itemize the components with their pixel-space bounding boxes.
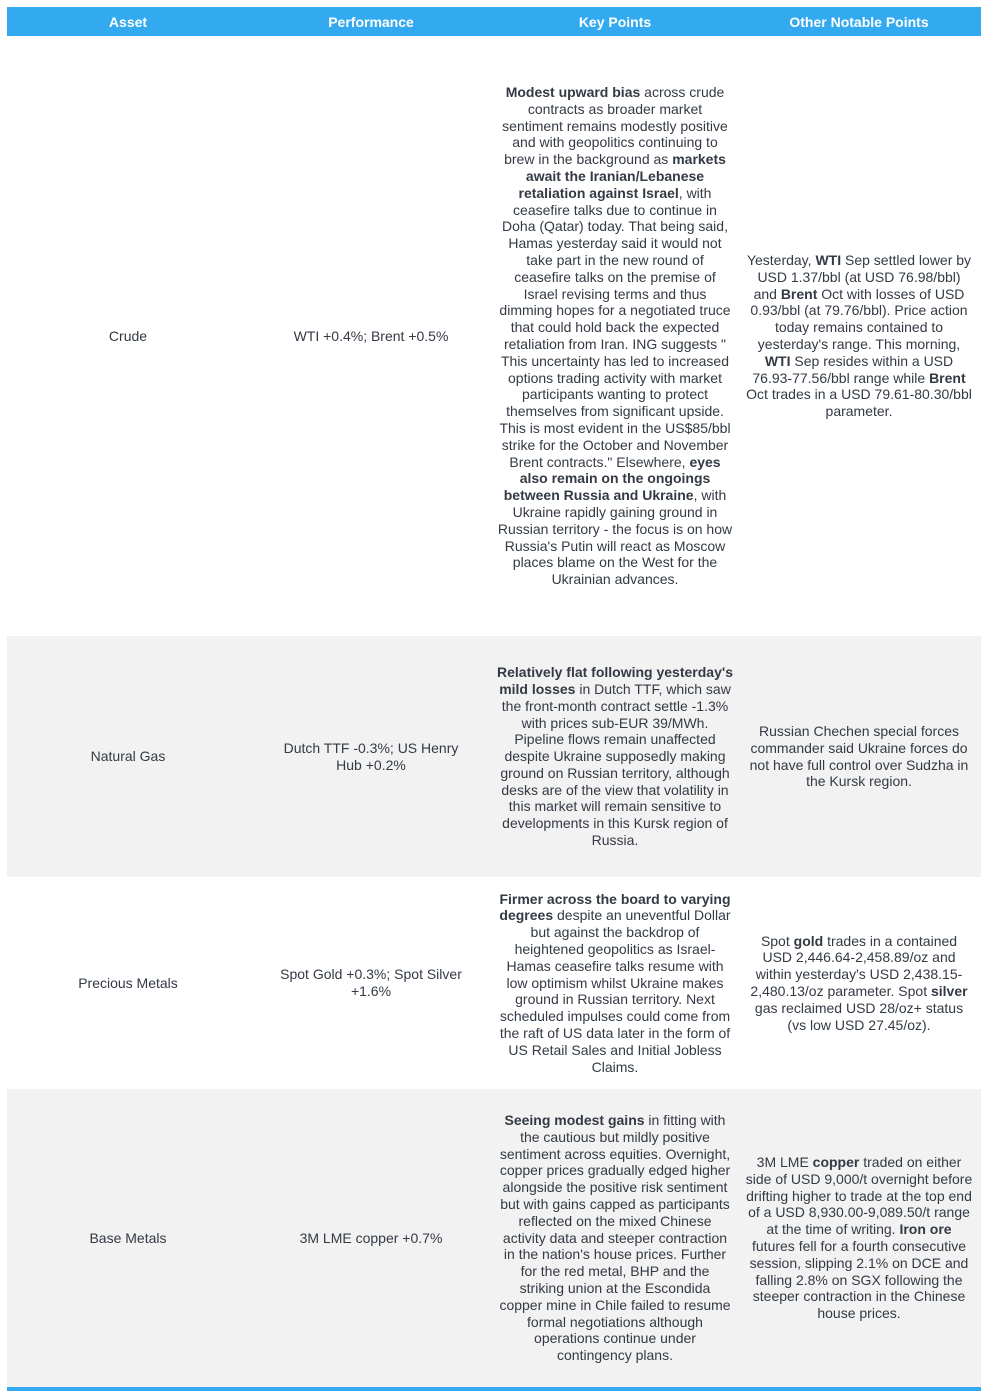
commodities-table [7,7,981,1391]
bold-text-segment: Brent [929,369,966,386]
asset-cell: Base Metals [89,1229,167,1246]
text-segment: gas reclaimed USD 28/oz+ status (vs low USD 27.45/oz). [754,999,964,1033]
asset-cell: Crude [108,327,148,344]
text-segment: across crude contracts as broader market sentiment remains modestly positive and with geopolitics continuing to brew in the background as [502,84,728,168]
table-row-base-metals [7,1089,981,1387]
asset-cell: Precious Metals [78,974,178,991]
text-segment: Spot [760,932,794,949]
bold-text-segment: eyes also remain on the ongoings between Russia and Ukraine [503,453,721,504]
text-segment: Oct trades in a USD 79.61-80.30/bbl parameter. [746,386,972,420]
text-segment: Russian Chechen special forces commander said Ukraine forces do not have full control over Sudzha in the Kursk region. [749,722,969,790]
table-row-crude [7,36,981,636]
bold-text-segment: Seeing modest gains [504,1112,645,1129]
performance-cell: 3M LME copper +0.7% [299,1229,443,1246]
text-segment: Sep resides within a USD 76.93-77.56/bbl range while [752,352,954,386]
key-points-cell [493,887,737,1080]
header-asset: Asset [108,13,148,30]
key-points-cell [493,80,737,592]
text-segment: 3M LME [756,1154,813,1171]
text-segment: Yesterday, [746,252,816,269]
text-segment: futures fell for a fourth consecutive session, slipping 2.1% on DCE and falling 2.8% on SGX following the steeper contraction in the Chinese house prices. [749,1238,969,1322]
bold-text-segment: copper [812,1154,860,1171]
text-segment: in Dutch TTF, which saw the front-month contract settle -1.3% with prices sub-EUR 39/MWh. Pipeline flows remain unaffected despite Ukraine supposedly making ground on Russian territory, although desks are of the view that volatility in this market will remain sensitive to developments in this Kursk region of Russia. [500,680,731,849]
bold-text-segment: Modest upward bias [505,84,641,101]
key-points-cell [493,1108,737,1368]
bold-text-segment: markets await the Iranian/Lebanese retaliation against Israel [518,151,726,201]
performance-cell: Dutch TTF -0.3%; US Henry Hub +0.2% [283,739,459,773]
text-segment: in fitting with the cautious but mildly positive sentiment across equities. Overnight, copper prices gradually edged higher alongside the positive risk sentiment but with gains capped as participants reflected on the mixed Chinese activity data and steeper contraction in the nation's house prices. Further for the red metal, BHP and the striking union at the Escondida copper mine in Chile failed to resume formal negotiations although operations continue under contingency plans. [499,1112,731,1364]
header-performance: Performance [328,13,414,30]
other-notable-points-cell [737,933,981,1034]
header-other-notable-points: Other Notable Points [789,13,929,30]
table-bottom-border [7,1387,981,1391]
bold-text-segment: gold [793,932,824,949]
bold-text-segment: Firmer across the board to varying degrees [499,890,731,924]
bold-text-segment: Brent [780,285,818,302]
other-notable-points-cell [737,723,981,790]
table-header [7,7,981,36]
asset-cell: Natural Gas [90,748,166,765]
bold-text-segment: WTI [764,352,791,369]
text-segment: , with ceasefire talks due to continue in Doha (Qatar) today. That being said, Hamas yesterday said it would not take part in the new round of ceasefire talks on the premise of Israel revising terms and thus dimming hopes for a negotiated truce that could hold back the expected retaliation from Iran. ING suggests " This uncertainty has led to increased options trading activity with market participants wanting to protect themselves from significant upside. This is most evident in the US$85/bbl strike for the October and November Brent contracts." Elsewhere, [499,184,731,470]
bold-text-segment: Iron ore [899,1221,952,1238]
table-row-precious-metals [7,877,981,1089]
text-segment: despite an uneventful Dollar but against the backdrop of heightened geopolitics as Israel-Hamas ceasefire talks resume with low optimism whilst Ukraine makes ground in Russian territory. Next scheduled impulses could come from the raft of US data later in the form of US Retail Sales and Initial Jobless Claims. [499,907,731,1075]
performance-cell: WTI +0.4%; Brent +0.5% [293,327,449,344]
other-notable-points-cell [737,252,981,420]
text-segment: , with Ukraine rapidly gaining ground in Russian territory - the focus is on how Russia's Putin will react as Moscow places blame on the West for the Ukrainian advances. [497,487,733,588]
header-key-points: Key Points [578,13,652,30]
table-row-natural-gas [7,636,981,877]
text-segment: trades in a contained USD 2,446.64-2,458.89/oz and within yesterday's USD 2,438.15-2,480.13/oz parameter. Spot [750,932,963,999]
bold-text-segment: silver [930,983,968,999]
text-segment: traded on either side of USD 9,000/t overnight before drifting higher to trade at the top end of a USD 8,930.00-9,089.50/t range at the time of writing. [745,1154,973,1238]
key-points-cell [493,660,737,853]
performance-cell: Spot Gold +0.3%; Spot Silver +1.6% [280,966,462,999]
bold-text-segment: WTI [815,252,842,269]
bold-text-segment: Relatively flat following yesterday's mild losses [497,664,733,697]
other-notable-points-cell [737,1154,981,1322]
text-segment: Oct with losses of USD 0.93/bbl (at 79.76/bbl). Price action today remains contained to yesterday's range. This morning, [750,285,968,352]
text-segment: Sep settled lower by USD 1.37/bbl (at USD 76.98/bbl) and [753,252,972,302]
